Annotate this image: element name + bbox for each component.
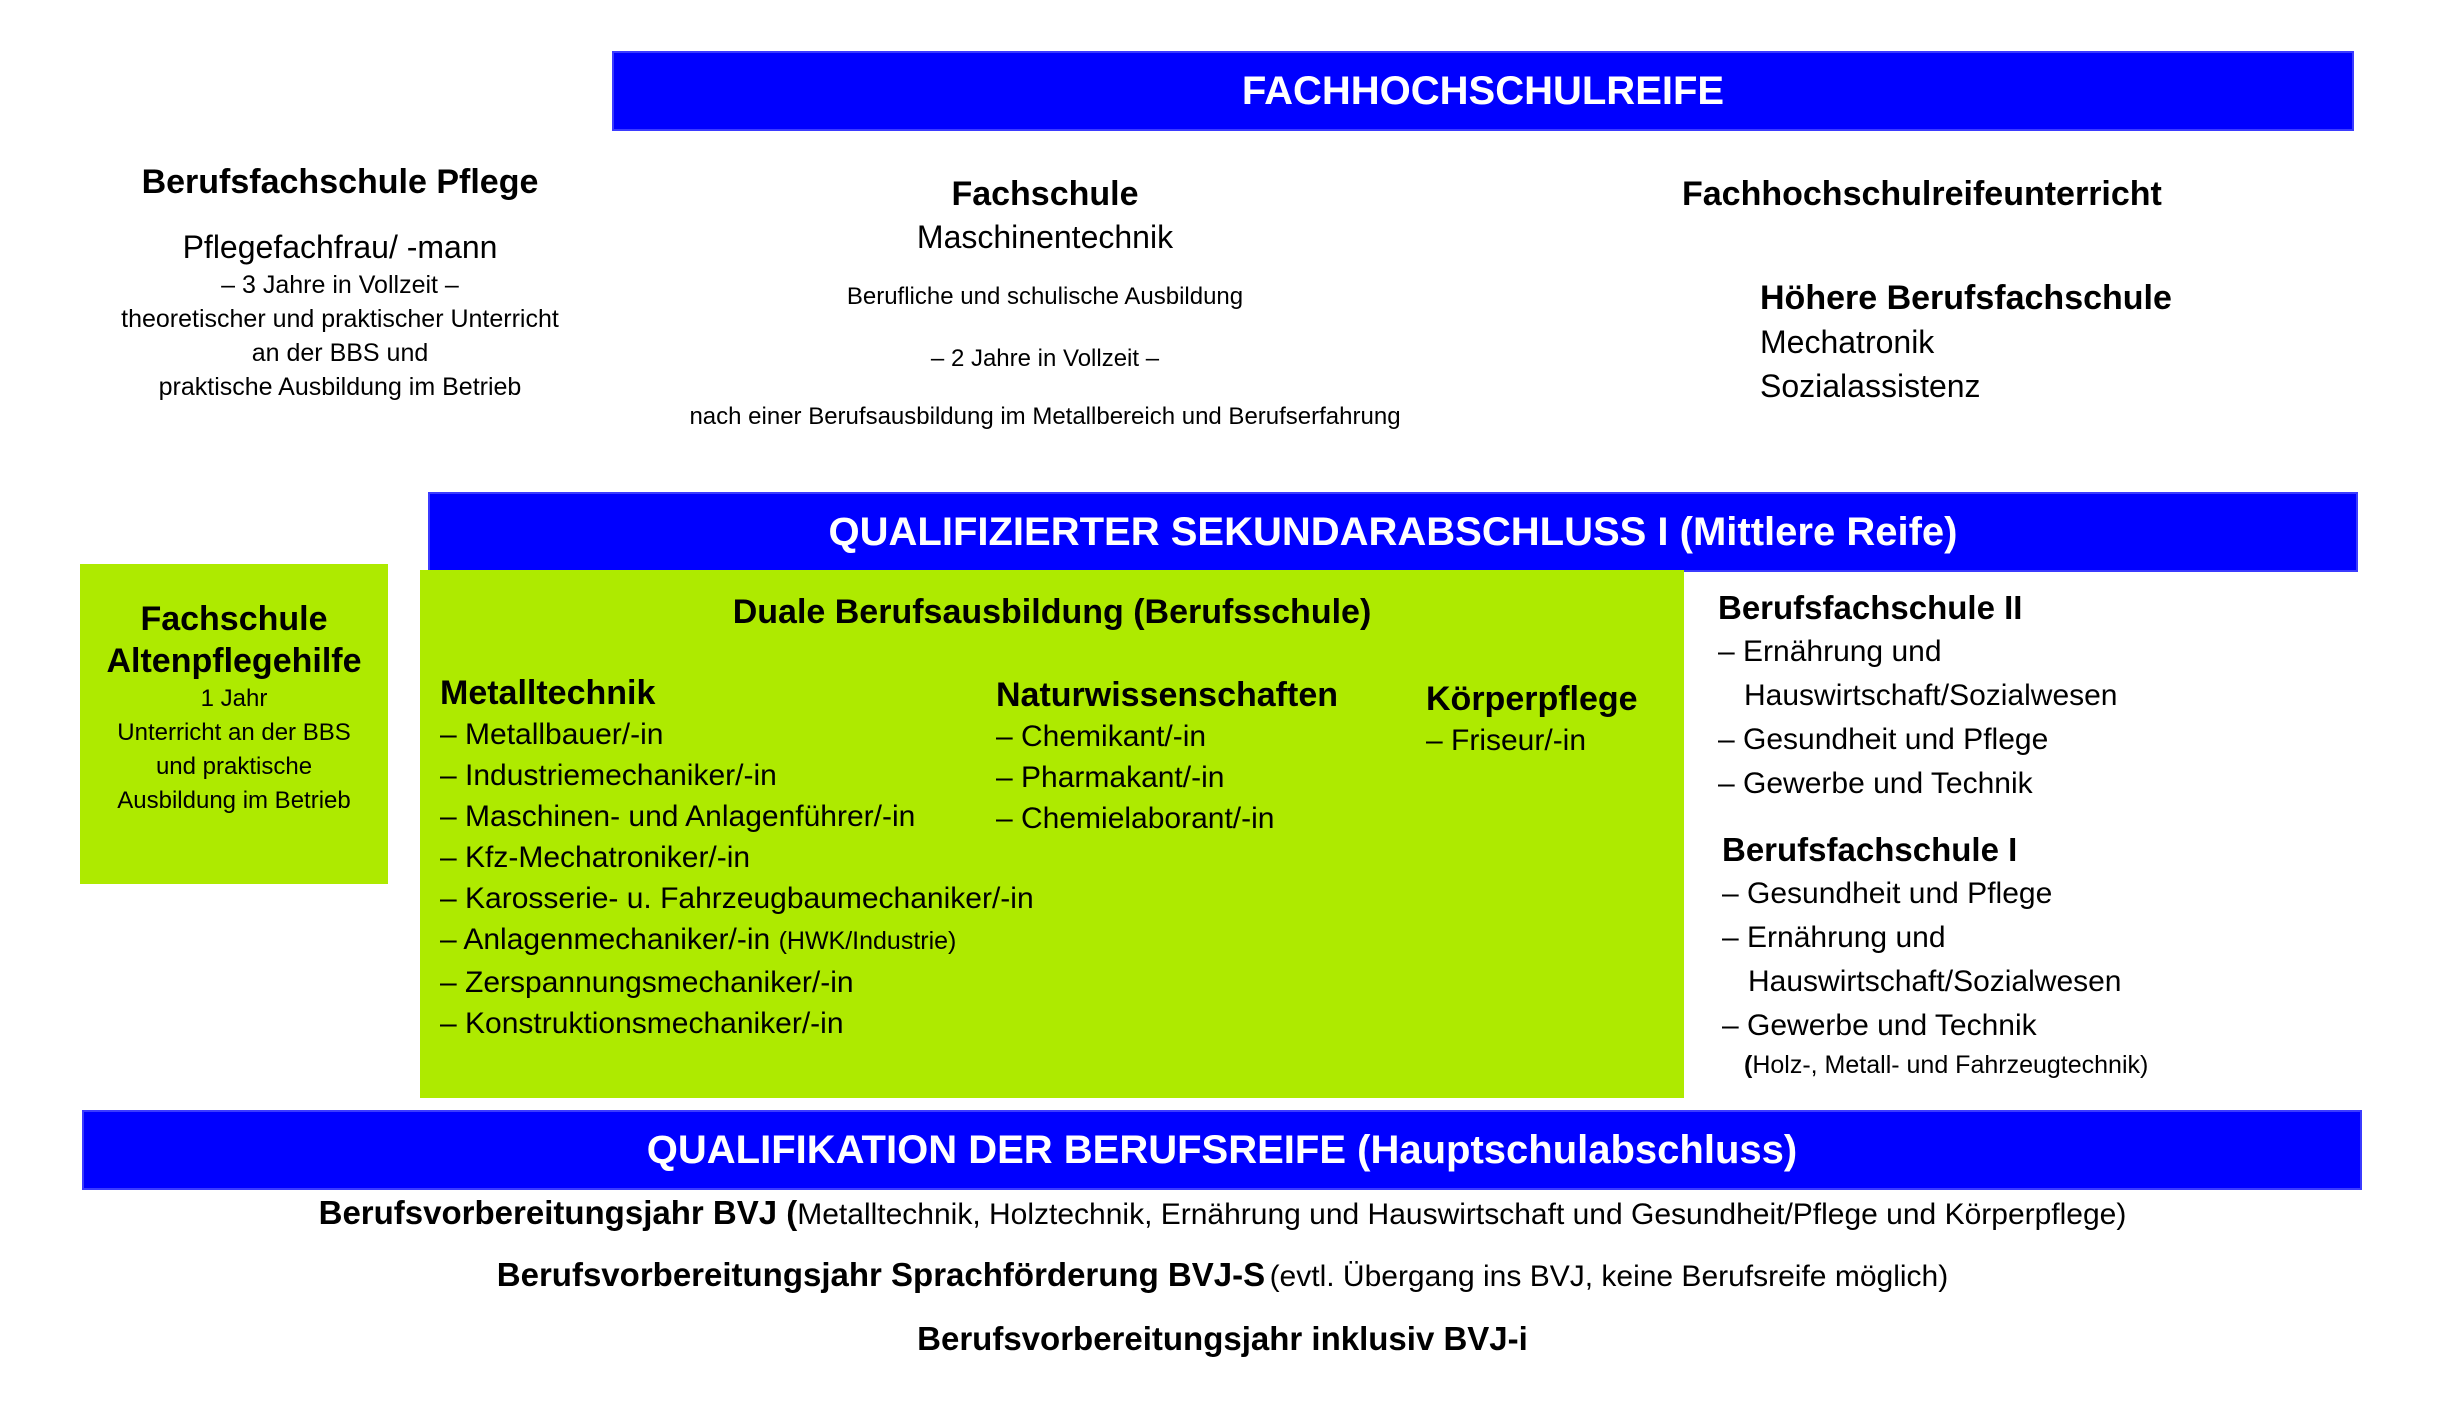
bvj-s-title: Berufsvorbereitungsjahr Sprachförderung BVJ-S (496, 1256, 1266, 1293)
banner-sekundarabschluss-label: QUALIFIZIERTER SEKUNDARABSCHLUSS I (Mittlere Reife) (828, 509, 1958, 554)
altenpflege-line-1: 1 Jahr (200, 685, 268, 712)
pflege-line-3: an der BBS und (251, 339, 429, 367)
bvj-s-detail: (evtl. Übergang ins BVJ, keine Berufsreife möglich) (1269, 1260, 1949, 1293)
fachschule-maschinentechnik (620, 172, 1470, 434)
bf2-item-hauswirtschaft: Hauswirtschaft/Sozialwesen (1744, 679, 2118, 712)
bf1-item-gesundheit: – Gesundheit und Pflege (1722, 877, 2053, 910)
bvj-i-line (0, 1316, 2445, 1369)
banner-berufsreife (82, 1110, 2362, 1190)
pflege-subtitle: Pflegefachfrau/ -mann (182, 229, 498, 265)
pflege-line-4: praktische Ausbildung im Betrieb (158, 373, 522, 401)
natur-item-chemielaborant: – Chemielaborant/-in (996, 802, 1275, 835)
fachschule-title: Fachschule (951, 175, 1139, 213)
pflege-line-1: – 3 Jahre in Vollzeit – (221, 271, 459, 299)
banner-sekundarabschluss (428, 492, 2358, 572)
bvj-i-title: Berufsvorbereitungsjahr inklusiv BVJ-i (917, 1320, 1528, 1357)
metall-item-anlagenmechaniker (440, 919, 1034, 962)
metall-item-industriemechaniker: – Industriemechaniker/-in (440, 759, 777, 792)
metall-item-karosserie: – Karosserie- u. Fahrzeugbaumechaniker/-in (440, 882, 1034, 915)
bf1-title: Berufsfachschule I (1722, 831, 2018, 868)
banner-fachhochschulreife (612, 51, 2354, 131)
koerperpflege-title: Körperpflege (1426, 680, 1638, 718)
natur-item-chemikant: – Chemikant/-in (996, 720, 1207, 753)
bf2-item-gewerbe: – Gewerbe und Technik (1718, 767, 2033, 800)
fachschule-line-3: nach einer Berufsausbildung im Metallbereich und Berufserfahrung (689, 403, 1401, 430)
bf2-title: Berufsfachschule II (1718, 589, 2023, 626)
altenpflege-line-4: Ausbildung im Betrieb (117, 787, 351, 814)
metalltechnik-column (440, 672, 1034, 1044)
hbf-item-sozialassistenz: Sozialassistenz (1760, 368, 1981, 404)
naturwissenschaften-column (996, 674, 1338, 839)
fachschule-subtitle: Maschinentechnik (916, 219, 1174, 255)
bvj-line (0, 1190, 2445, 1243)
anlagenmechaniker-label: – Anlagenmechaniker/-in (440, 923, 771, 956)
fachschule-line-2: – 2 Jahre in Vollzeit – (930, 345, 1160, 372)
bf2-item-ernaehrung: – Ernährung und (1718, 635, 1942, 668)
berufsfachschule-2 (1718, 586, 2118, 806)
pflege-title: Berufsfachschule Pflege (141, 163, 539, 201)
bvj-title: Berufsvorbereitungsjahr BVJ ( (318, 1194, 798, 1231)
duale-berufsausbildung (420, 570, 1684, 1098)
naturwissenschaften-title: Naturwissenschaften (996, 676, 1338, 714)
metalltechnik-title: Metalltechnik (440, 674, 656, 712)
metall-item-zerspannungsmechaniker: – Zerspannungsmechaniker/-in (440, 966, 854, 999)
fachschule-altenpflegehilfe (80, 564, 388, 884)
koerper-item-friseur: – Friseur/-in (1426, 724, 1587, 757)
banner-fachhochschulreife-label: FACHHOCHSCHULREIFE (1241, 68, 1725, 113)
natur-item-pharmakant: – Pharmakant/-in (996, 761, 1225, 794)
altenpflege-title-1: Fachschule (140, 600, 328, 638)
hoehere-berufsfachschule (1760, 276, 2172, 408)
altenpflege-title-2: Altenpflegehilfe (106, 642, 362, 680)
metall-item-konstruktionsmechaniker: – Konstruktionsmechaniker/-in (440, 1007, 844, 1040)
koerperpflege-column (1426, 678, 1638, 761)
bf1-item-ernaehrung: – Ernährung und (1722, 921, 1946, 954)
pflege-line-2: theoretischer und praktischer Unterricht (121, 305, 559, 333)
bf1-note-paren: ( (1744, 1051, 1753, 1079)
anlagenmechaniker-note: (HWK/Industrie) (778, 927, 957, 955)
banner-berufsreife-label: QUALIFIKATION DER BERUFSREIFE (Hauptschulabschluss) (646, 1127, 1798, 1172)
bvj-detail: Metalltechnik, Holztechnik, Ernährung und Hauswirtschaft und Gesundheit/Pflege und Körperpflege) (797, 1198, 2127, 1231)
bf1-item-hauswirtschaft: Hauswirtschaft/Sozialwesen (1748, 965, 2122, 998)
fachschule-line-1: Berufliche und schulische Ausbildung (846, 283, 1244, 310)
hbf-title: Höhere Berufsfachschule (1760, 279, 2172, 317)
metall-item-kfz-mechatroniker: – Kfz-Mechatroniker/-in (440, 841, 751, 874)
fachhochschulreifeunterricht: Fachhochschulreifeunterricht (1682, 175, 2162, 213)
dual-title: Duale Berufsausbildung (Berufsschule) (732, 593, 1372, 631)
metall-item-maschinenfuehrer: – Maschinen- und Anlagenführer/-in (440, 800, 916, 833)
hbf-item-mechatronik: Mechatronik (1760, 324, 1935, 360)
altenpflege-line-3: und praktische (155, 753, 313, 780)
altenpflege-line-2: Unterricht an der BBS (117, 719, 351, 746)
bf2-item-gesundheit: – Gesundheit und Pflege (1718, 723, 2049, 756)
bf1-note-text: Holz-, Metall- und Fahrzeugtechnik) (1752, 1051, 2149, 1079)
bf1-note (1722, 1048, 2148, 1082)
bf1-item-gewerbe: – Gewerbe und Technik (1722, 1009, 2037, 1042)
berufsfachschule-pflege (60, 160, 620, 404)
berufsfachschule-1 (1722, 828, 2148, 1082)
metall-item-metallbauer: – Metallbauer/-in (440, 718, 664, 751)
bvj-s-line (0, 1252, 2445, 1305)
